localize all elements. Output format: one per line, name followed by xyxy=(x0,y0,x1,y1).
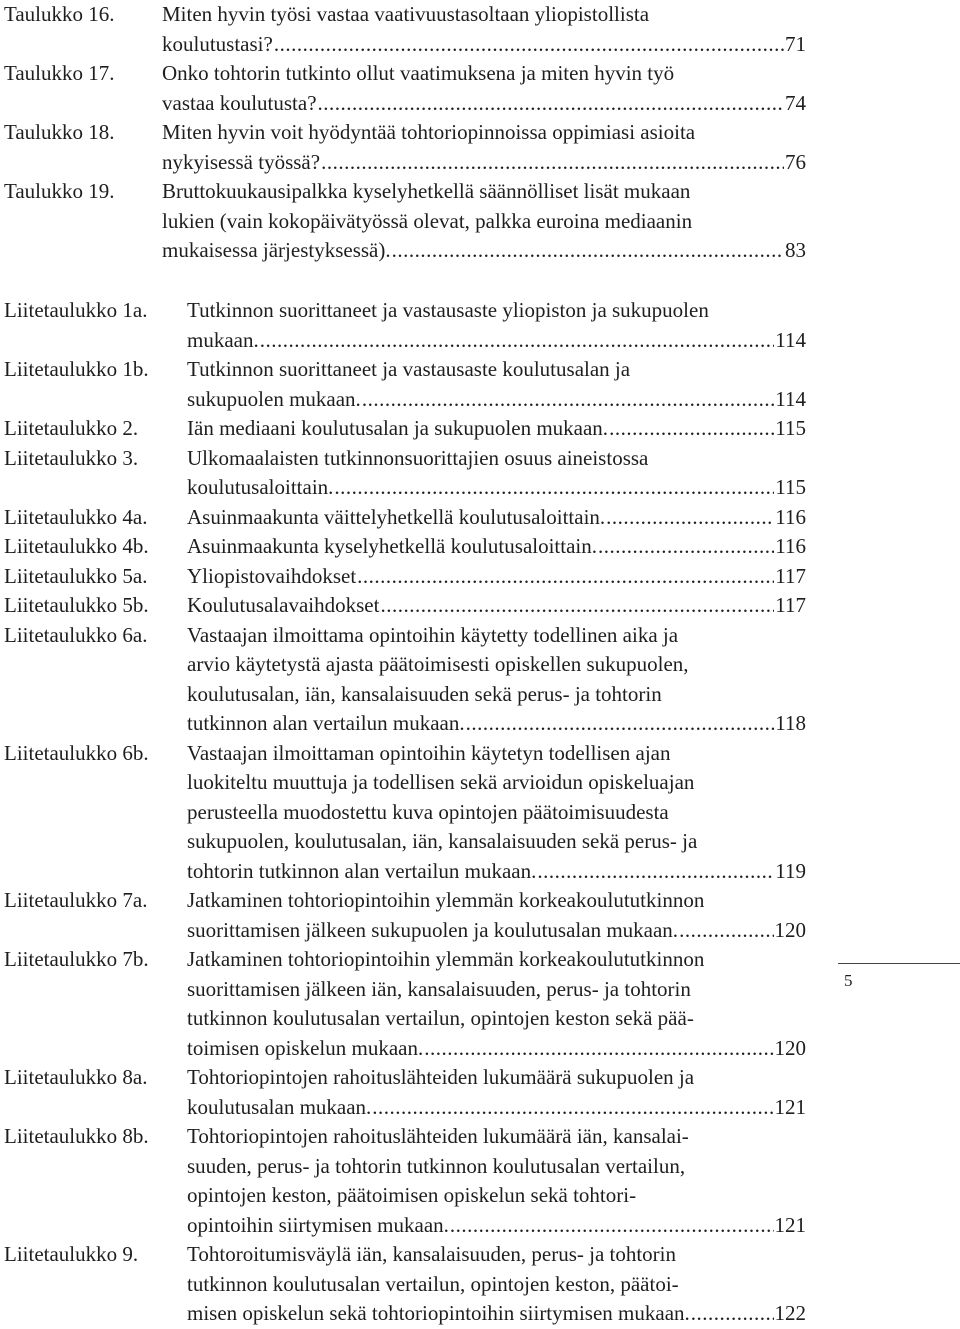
entry-title-line xyxy=(162,118,806,148)
table-entry[interactable] xyxy=(0,59,960,118)
entry-title-text: perusteella muodostettu kuva opintojen päätoimisuudesta xyxy=(187,799,669,824)
entry-title xyxy=(187,444,806,503)
entry-title-line xyxy=(187,945,806,975)
entry-title-text: mukaan. xyxy=(187,327,259,352)
entry-label: Liitetaulukko 2. xyxy=(4,416,139,440)
entry-title-text: Tutkinnon suorittaneet ja vastausaste yliopiston ja sukupuolen xyxy=(187,298,709,322)
entry-page-number[interactable]: 115 xyxy=(775,475,806,499)
entry-title-line xyxy=(187,1299,806,1329)
appendix-table-entry[interactable] xyxy=(0,503,960,533)
entry-page-number[interactable]: 76 xyxy=(785,149,806,174)
entry-title-text: Vastaajan ilmoittaman opintoihin käytetyn todellisen ajan xyxy=(187,740,671,765)
entry-title-text: tutkinnon koulutusalan vertailun, opintojen keston, päätoi- xyxy=(187,1271,679,1296)
entry-label: Liitetaulukko 8b. xyxy=(4,1124,149,1148)
entry-title-text: koulutusalan mukaan. xyxy=(187,1094,372,1119)
entry-title xyxy=(187,739,806,887)
entry-title-line xyxy=(162,207,806,237)
entry-title xyxy=(187,355,806,414)
entry-page-number[interactable]: 83 xyxy=(785,238,806,262)
entry-title-line xyxy=(187,1122,806,1152)
entry-page-number[interactable]: 74 xyxy=(785,90,806,115)
entry-page-number[interactable]: 117 xyxy=(775,593,806,617)
entry-title-text: koulutusaloittain. xyxy=(187,475,334,499)
dot-leader xyxy=(466,709,775,739)
entry-title-line xyxy=(187,798,806,828)
entry-title-line xyxy=(187,650,806,680)
entry-title-text: koulutusalan, iän, kansalaisuuden sekä perus- ja tohtorin xyxy=(187,681,662,706)
entry-title xyxy=(162,0,806,59)
entry-title-text: Jatkaminen tohtoriopintoihin ylemmän korkeakoulututkinnon xyxy=(187,888,705,912)
entry-title-text: Vastaajan ilmoittama opintoihin käytetty todellinen aika ja xyxy=(187,622,679,647)
entry-title xyxy=(187,1122,806,1240)
dot-leader xyxy=(362,385,774,415)
entry-label: Liitetaulukko 3. xyxy=(4,445,139,470)
entry-label: Liitetaulukko 1b. xyxy=(4,357,149,381)
table-entry[interactable] xyxy=(0,118,960,177)
entry-page-number[interactable]: 120 xyxy=(774,917,806,942)
entry-label: Liitetaulukko 4b. xyxy=(4,534,149,558)
entry-title-line xyxy=(187,857,806,887)
entry-title-line xyxy=(187,326,806,356)
entry-title-text: toimisen opiskelun mukaan. xyxy=(187,1035,424,1060)
entry-label: Liitetaulukko 1a. xyxy=(4,298,148,322)
entry-title-text: suorittamisen jälkeen iän, kansalaisuuden, perus- ja tohtorin xyxy=(187,976,691,1001)
entry-page-number[interactable]: 121 xyxy=(774,1212,806,1237)
entry-page-number[interactable]: 122 xyxy=(774,1301,806,1325)
entry-label: Liitetaulukko 8a. xyxy=(4,1065,148,1089)
entry-title-text: Iän mediaani koulutusalan ja sukupuolen mukaan. xyxy=(187,416,609,440)
entry-page-number[interactable]: 115 xyxy=(775,416,806,440)
entry-title xyxy=(187,532,806,562)
entry-title-text: opintoihin siirtymisen mukaan. xyxy=(187,1212,449,1237)
entry-title-line xyxy=(187,444,806,474)
entry-page-number[interactable]: 114 xyxy=(775,386,806,411)
entry-title xyxy=(187,562,806,592)
entry-title-text: misen opiskelun sekä tohtoriopintoihin siirtymisen mukaan. xyxy=(187,1301,690,1325)
entry-title xyxy=(187,414,806,444)
appendix-table-entry[interactable] xyxy=(0,444,960,503)
entry-page-number[interactable]: 117 xyxy=(775,563,806,588)
entry-title-line xyxy=(187,1093,806,1123)
entry-label: Liitetaulukko 5a. xyxy=(4,563,148,588)
table-entry[interactable] xyxy=(0,177,960,266)
page-number-rule xyxy=(838,963,960,964)
entry-title-line xyxy=(187,355,806,385)
dot-leader xyxy=(321,148,784,178)
entry-label: Liitetaulukko 7b. xyxy=(4,947,149,971)
entry-page-number[interactable]: 119 xyxy=(775,858,806,883)
entry-title-line xyxy=(187,827,806,857)
dot-leader xyxy=(260,326,775,356)
appendix-table-entry[interactable] xyxy=(0,621,960,739)
appendix-table-entry[interactable] xyxy=(0,591,960,621)
entry-title-text: opintojen keston, päätoimisen opiskelun sekä tohtori- xyxy=(187,1183,637,1207)
entry-title-text: arvio käytetystä ajasta päätoimisesti opiskellen sukupuolen, xyxy=(187,652,689,676)
entry-title-line xyxy=(162,30,806,60)
entry-title-line xyxy=(187,886,806,916)
entry-page-number[interactable]: 120 xyxy=(774,1035,806,1060)
entry-label: Liitetaulukko 5b. xyxy=(4,593,149,617)
table-entry[interactable] xyxy=(0,0,960,59)
appendix-table-entry[interactable] xyxy=(0,414,960,444)
entry-title xyxy=(187,503,806,533)
entry-page-number[interactable]: 114 xyxy=(775,327,806,352)
dot-leader xyxy=(334,473,774,503)
entry-title-text: suuden, perus- ja tohtorin tutkinnon koulutusalan vertailun, xyxy=(187,1153,686,1178)
entry-title-line xyxy=(187,473,806,503)
entry-label: Liitetaulukko 6b. xyxy=(4,740,149,765)
entry-title-line xyxy=(187,621,806,651)
entry-page-number[interactable]: 71 xyxy=(785,31,806,56)
entry-title-line xyxy=(162,236,806,266)
entry-title-text: Asuinmaakunta väittelyhetkellä koulutusaloittain. xyxy=(187,504,606,529)
entry-title-line xyxy=(187,562,806,592)
dot-leader xyxy=(609,414,774,444)
entry-title xyxy=(187,1240,806,1329)
entry-title-text: nykyisessä työssä? xyxy=(162,149,321,174)
appendix-table-entry[interactable] xyxy=(0,296,960,355)
entry-title-line xyxy=(187,1152,806,1182)
appendix-table-entry[interactable] xyxy=(0,739,960,887)
appendix-table-entry[interactable] xyxy=(0,1063,960,1122)
dot-leader xyxy=(274,30,784,60)
table-list xyxy=(0,0,960,266)
dot-leader xyxy=(450,1211,774,1241)
entry-page-number[interactable]: 118 xyxy=(775,711,806,735)
entry-title-text: Koulutusalavaihdokset xyxy=(187,593,380,617)
entry-page-number[interactable]: 121 xyxy=(774,1094,806,1119)
entry-title xyxy=(187,296,806,355)
entry-title-line xyxy=(187,680,806,710)
appendix-table-entry[interactable] xyxy=(0,1122,960,1240)
dot-leader xyxy=(424,1034,773,1064)
entry-title-line xyxy=(187,1063,806,1093)
entry-title-line xyxy=(187,739,806,769)
entry-title-text: tutkinnon alan vertailun mukaan. xyxy=(187,711,465,735)
entry-title-line xyxy=(162,148,806,178)
entry-title-text: koulutustasi? xyxy=(162,31,273,56)
entry-title-line xyxy=(162,177,806,207)
entry-title-text: Miten hyvin työsi vastaa vaativuustasoltaan yliopistollista xyxy=(162,2,650,26)
dot-leader xyxy=(606,503,774,533)
entry-label: Taulukko 16. xyxy=(4,2,115,26)
entry-title-text: Tohtoriopintojen rahoituslähteiden lukumäärä iän, kansalai- xyxy=(187,1124,689,1148)
entry-title-text: Tohtoriopintojen rahoituslähteiden lukumäärä sukupuolen ja xyxy=(187,1065,695,1089)
entry-title xyxy=(187,1063,806,1122)
entry-title-text: Tohtoroitumisväylä iän, kansalaisuuden, perus- ja tohtorin xyxy=(187,1242,677,1266)
entry-title-text: lukien (vain kokopäivätyössä olevat, palkka euroina mediaanin xyxy=(162,208,693,233)
entry-title xyxy=(187,945,806,1063)
entry-title-text: tohtorin tutkinnon alan vertailun mukaan. xyxy=(187,858,537,883)
entry-title-text: suorittamisen jälkeen sukupuolen ja koulutusalan mukaan. xyxy=(187,917,679,942)
entry-title xyxy=(187,591,806,621)
entry-title xyxy=(162,59,806,118)
entry-title-line xyxy=(187,975,806,1005)
entry-title-text: Jatkaminen tohtoriopintoihin ylemmän korkeakoulututkinnon xyxy=(187,947,705,971)
appendix-table-list xyxy=(0,296,960,1329)
entry-title-line xyxy=(187,296,806,326)
entry-title xyxy=(187,621,806,739)
entry-title-text: Yliopistovaihdokset xyxy=(187,563,357,588)
entry-title-line xyxy=(187,1034,806,1064)
entry-title-line xyxy=(187,1211,806,1241)
dot-leader xyxy=(357,562,774,592)
entry-title-text: tutkinnon koulutusalan vertailun, opintojen keston sekä pää- xyxy=(187,1006,694,1030)
dot-leader xyxy=(691,1299,774,1329)
entry-label: Taulukko 18. xyxy=(4,120,115,144)
dot-leader xyxy=(380,591,774,621)
entry-label: Liitetaulukko 4a. xyxy=(4,504,148,529)
entry-label: Liitetaulukko 6a. xyxy=(4,622,148,647)
entry-title-line xyxy=(187,503,806,533)
entry-title-line xyxy=(187,768,806,798)
appendix-table-entry[interactable] xyxy=(0,945,960,1063)
entry-title-line xyxy=(187,1004,806,1034)
page-number: 5 xyxy=(844,971,853,990)
dot-leader xyxy=(679,916,773,946)
entry-title xyxy=(162,177,806,266)
entry-label: Liitetaulukko 9. xyxy=(4,1242,139,1266)
entry-title-text: Asuinmaakunta kyselyhetkellä koulutusaloittain. xyxy=(187,534,598,558)
entry-title-text: vastaa koulutusta? xyxy=(162,90,317,115)
appendix-table-entry[interactable] xyxy=(0,355,960,414)
appendix-table-entry[interactable] xyxy=(0,1240,960,1329)
entry-title xyxy=(187,886,806,945)
dot-leader xyxy=(318,89,784,119)
entry-title-line xyxy=(187,709,806,739)
entry-title xyxy=(162,118,806,177)
dot-leader xyxy=(537,857,774,887)
entry-title-text: Onko tohtorin tutkinto ollut vaatimuksena ja miten hyvin työ xyxy=(162,61,675,85)
entry-title-text: mukaisessa järjestyksessä). xyxy=(162,238,391,262)
dot-leader xyxy=(372,1093,773,1123)
dot-leader xyxy=(392,236,784,266)
entry-title-line xyxy=(187,414,806,444)
entry-title-line xyxy=(187,1270,806,1300)
appendix-table-entry[interactable] xyxy=(0,562,960,592)
entry-label: Taulukko 17. xyxy=(4,61,115,85)
entry-title-line xyxy=(187,532,806,562)
entry-title-line xyxy=(187,385,806,415)
dot-leader xyxy=(598,532,774,562)
entry-label: Liitetaulukko 7a. xyxy=(4,888,148,912)
entry-title-line xyxy=(187,1181,806,1211)
entry-title-text: Miten hyvin voit hyödyntää tohtoriopinnoissa oppimiasi asioita xyxy=(162,120,696,144)
entry-title-line xyxy=(162,0,806,30)
entry-title-text: Tutkinnon suorittaneet ja vastausaste koulutusalan ja xyxy=(187,357,631,381)
entry-title-text: sukupuolen mukaan. xyxy=(187,386,361,411)
entry-page-number[interactable]: 116 xyxy=(775,504,806,529)
entry-title-line xyxy=(162,59,806,89)
appendix-table-entry[interactable] xyxy=(0,532,960,562)
entry-title-text: Bruttokuukausipalkka kyselyhetkellä säännölliset lisät mukaan xyxy=(162,179,691,203)
entry-title-text: luokiteltu muuttuja ja todellisen sekä arvioidun opiskeluajan xyxy=(187,770,695,794)
entry-page-number[interactable]: 116 xyxy=(775,534,806,558)
entry-title-text: Ulkomaalaisten tutkinnonsuorittajien osuus aineistossa xyxy=(187,445,649,470)
entry-title-line xyxy=(162,89,806,119)
entry-label: Taulukko 19. xyxy=(4,179,115,203)
entry-title-line xyxy=(187,916,806,946)
entry-title-line xyxy=(187,1240,806,1270)
entry-title-text: sukupuolen, koulutusalan, iän, kansalaisuuden sekä perus- ja xyxy=(187,829,698,853)
appendix-table-entry[interactable] xyxy=(0,886,960,945)
entry-title-line xyxy=(187,591,806,621)
